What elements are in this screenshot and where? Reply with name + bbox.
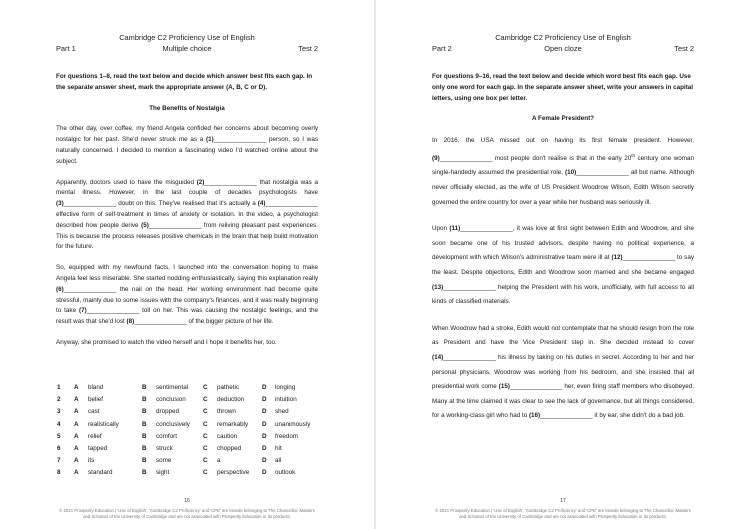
passage-text: _______________ person, so I was naturally concerned. I decided to mention a fascinating video I'd watched online about the subject.	[56, 136, 318, 165]
option-letter-c: C	[203, 408, 208, 416]
gap-number: (16)	[528, 412, 541, 420]
paragraph	[432, 222, 694, 310]
option-c: pathetic	[217, 384, 240, 391]
gap-number: (4)	[257, 200, 266, 208]
passage-text: _______________ helping the President with his work, unofficially, with full access to all kinds of classified materials.	[432, 283, 694, 306]
option-letter-a: A	[74, 444, 79, 452]
passage-text: _______________ that nostalgia was a mental illness. However, in the last couple of decades psychologists have	[56, 178, 318, 197]
option-letter-b: B	[142, 420, 147, 428]
page-number: 17	[560, 498, 566, 504]
option-a: its	[88, 457, 95, 465]
option-d: unanimously	[275, 420, 311, 428]
passage	[56, 124, 318, 348]
test-label: Test 2	[674, 44, 694, 53]
left-page	[0, 0, 374, 529]
option-b: sentimental	[156, 384, 189, 391]
option-letter-a: A	[74, 420, 79, 428]
option-letter-d: D	[262, 469, 267, 477]
option-letter-d: D	[262, 396, 267, 404]
passage-text: _______________ it by ear, she didn't do a bad job.	[540, 412, 685, 420]
gap-number: (6)	[56, 285, 64, 293]
gap-number: (5)	[141, 221, 149, 229]
passage-text: _______________ his illness by taking on his duties in secret. According to her and her personal physicians, Woodrow was working from his bedroom, and she insisted that all presidential work come	[432, 354, 694, 391]
page-header	[56, 44, 318, 54]
option-c: deduction	[217, 396, 245, 404]
option-letter-b: B	[142, 457, 147, 465]
option-d: longing	[275, 384, 296, 391]
option-a: standard	[88, 469, 113, 477]
text-title: The Benefits of Nostalgia	[149, 104, 225, 112]
option-letter-a: A	[74, 457, 79, 465]
option-c: thrown	[217, 408, 236, 416]
option-letter-b: B	[142, 396, 147, 404]
paragraph	[432, 322, 694, 424]
question-number: 4	[57, 420, 61, 428]
option-a: belief	[88, 396, 104, 404]
option-b: conclusively	[156, 420, 190, 428]
option-letter-d: D	[262, 432, 267, 440]
option-b: conclusion	[156, 396, 186, 404]
answer-options	[56, 384, 318, 482]
passage-text: _______________ toll on her. This was causing the nostalgic feelings, and the result was that she'd lost	[56, 307, 318, 326]
question-number: 3	[57, 408, 61, 416]
option-b: struck	[156, 444, 173, 452]
gap-number: (1)	[206, 136, 214, 144]
option-letter-a: A	[74, 384, 79, 391]
option-c: remarkably	[217, 420, 249, 428]
option-letter-c: C	[203, 384, 208, 391]
option-b: dropped	[156, 408, 180, 416]
option-row	[56, 408, 318, 420]
superscript: th	[631, 152, 636, 158]
option-d: all	[275, 457, 282, 465]
passage-text: _______________ all but name. Although never officially elected, as the wife of US President Woodrow Wilson, Edith Wilson secretly governed the entire country for over a year while her husband was seriously ill.	[432, 169, 694, 206]
text-title: A Female President?	[531, 115, 595, 123]
option-letter-b: B	[142, 469, 147, 477]
option-row	[56, 421, 318, 433]
option-letter-c: C	[203, 432, 208, 440]
option-letter-d: D	[262, 420, 267, 428]
gap-number: (2)	[196, 178, 205, 186]
gap-number: (7)	[79, 307, 87, 315]
page-number: 16	[184, 498, 190, 504]
gap-number: (15)	[498, 383, 510, 391]
gap-number: (14)	[432, 354, 444, 361]
option-letter-b: B	[142, 444, 147, 452]
passage-text: Anyway, she promised to watch the video herself and I hope it benefits her, too.	[56, 338, 277, 346]
gap-number: (8)	[126, 318, 135, 326]
passage-text: _______________ the nail on the head. Her working environment had become quite stressful, mainly due to some issues with the company's finances, and it was really beginning to take	[56, 285, 318, 315]
passage-text: _______________ to say the least. Despite objections, Edith and Woodrow soon married and she became engaged	[432, 254, 694, 277]
option-row	[56, 396, 318, 408]
instructions: For questions 9–16, read the text below and decide which word best fits each gap. Use only one word for each gap. In the separate answer sheet, write your answers in capital letters, using one box per letter.	[432, 73, 694, 102]
gap-number: (9)	[432, 154, 440, 162]
question-number: 6	[57, 444, 61, 452]
test-label: Test 2	[298, 44, 318, 53]
option-c: chopped	[217, 444, 242, 452]
passage-text: _______________ most people don't realise is that in the early 20	[439, 154, 632, 162]
question-number: 5	[57, 432, 61, 440]
part-label: Part 1	[56, 44, 76, 53]
option-letter-d: D	[262, 384, 267, 391]
paragraph	[432, 134, 694, 210]
gap-number: (3)	[56, 200, 64, 208]
gap-number: (13)	[432, 283, 444, 291]
gap-number: (12)	[611, 254, 623, 262]
option-c: a	[217, 457, 221, 465]
passage-text: _______________, it was love at first sight between Edith and Woodrow, and she soon became one of his trusted advisors, despite having no political experience, a development with which Wilson's administrative team were ill at	[432, 225, 695, 262]
option-a: tapped	[88, 444, 108, 452]
option-a: cast	[88, 408, 100, 416]
passage-text: _______________ from reliving pleasant past experiences. This is because the process releases positive chemicals in the brain that help build motivation for the future.	[56, 221, 318, 251]
page-header	[432, 44, 694, 54]
option-row	[56, 469, 318, 481]
instructions: For questions 1–8, read the text below and decide which answer best fits each gap. In the separate answer sheet, mark the appropriate answer (A, B, C or D).	[56, 73, 313, 91]
part2-body	[432, 72, 694, 436]
document-title: Cambridge C2 Proficiency Use of English	[119, 33, 255, 42]
copyright-footer: © 2021 Prosperity Education | 'Use of English', 'Cambridge C2 Proficiency' and 'CPE' are brands belonging to The Chancellor, Masters and Scholars of the University of Cambridge and are not associated with Prosperity Education or its products.	[59, 508, 315, 519]
option-letter-c: C	[203, 420, 208, 428]
copyright-footer: © 2021 Prosperity Education | 'Use of English', 'Cambridge C2 Proficiency' and 'CPE' are brands belonging to The Chancellor, Masters and Scholars of the University of Cambridge and are not associated with Prosperity Education or its products.	[435, 508, 691, 519]
option-row	[56, 433, 318, 445]
section-label: Open cloze	[544, 44, 582, 53]
option-letter-c: C	[203, 469, 208, 477]
passage-text: Upon	[432, 225, 450, 233]
passage-text: So, equipped with my newfound facts, I launched into the conversation hoping to make Angela feel less miserable. She started nodding enthusiastically, saying this explanation really	[56, 264, 318, 282]
option-a: relief	[88, 432, 102, 440]
option-row	[56, 457, 318, 469]
option-b: comfort	[156, 432, 177, 440]
paragraph	[56, 263, 318, 328]
option-row	[56, 384, 318, 396]
question-number: 8	[57, 469, 61, 477]
option-letter-a: A	[74, 408, 79, 416]
paragraph	[56, 178, 318, 254]
passage-text: In 2016, the USA missed out on having its first female president. However,	[432, 137, 694, 145]
passage	[432, 134, 694, 424]
option-d: hit	[275, 444, 282, 452]
question-number: 2	[57, 396, 61, 404]
option-a: bland	[88, 384, 104, 391]
paragraph	[56, 124, 318, 167]
question-number: 7	[57, 457, 61, 465]
passage-text: _______________ her, even firing staff members who disobeyed. Many at the time claimed it was clear to see the lack of governance, but all things considered, for a working-class girl who had to	[432, 383, 694, 420]
option-c: perspective	[217, 469, 250, 477]
option-c: caution	[217, 432, 238, 440]
section-label: Multiple choice	[162, 44, 212, 53]
question-number: 1	[57, 384, 61, 391]
option-b: some	[156, 457, 172, 465]
option-letter-b: B	[142, 408, 147, 416]
passage-text: Apparently, doctors used to have the misguided	[56, 178, 197, 186]
option-letter-d: D	[262, 457, 267, 465]
passage-text: The other day, over coffee, my friend Angela confided her concerns about becoming overly nostalgic for her past. She'd never struck me as a	[56, 125, 318, 144]
option-letter-d: D	[262, 408, 267, 416]
option-letter-a: A	[74, 469, 79, 477]
part1-body	[56, 72, 318, 359]
passage-text: _______________ doubt on this. They've realised that it's actually a	[63, 200, 258, 208]
option-letter-b: B	[142, 432, 147, 440]
right-page	[376, 0, 750, 529]
option-letter-c: C	[203, 457, 208, 465]
option-letter-b: B	[142, 384, 147, 391]
option-letter-d: D	[262, 444, 267, 452]
option-d: intuition	[275, 396, 297, 404]
option-letter-c: C	[203, 396, 208, 404]
option-letter-c: C	[203, 444, 208, 452]
passage-text: century one woman single-handedly assumed the presidential role,	[432, 154, 694, 177]
passage-text: _______________ effective form of self-treatment in times of anxiety or isolation. In the video, a psychologist described how people derive	[56, 200, 318, 229]
option-letter-a: A	[74, 396, 79, 404]
option-d: outlook	[275, 469, 296, 477]
option-b: sight	[156, 469, 170, 477]
option-row	[56, 445, 318, 457]
option-a: realistically	[88, 420, 119, 428]
paragraph	[56, 338, 318, 349]
gap-number: (10)	[565, 169, 577, 177]
gap-number: (11)	[449, 225, 461, 233]
option-letter-a: A	[74, 432, 79, 440]
option-d: shed	[275, 408, 289, 416]
document-title: Cambridge C2 Proficiency Use of English	[495, 33, 631, 42]
part-label: Part 2	[432, 44, 452, 53]
option-d: freedom	[275, 432, 299, 440]
passage-text: _______________ of the bigger picture of her life.	[134, 318, 274, 326]
passage-text: When Woodrow had a stroke, Edith would not contemplate that he should resign from the role as President and have the Vice President step in. She decided instead to cover	[432, 324, 694, 347]
